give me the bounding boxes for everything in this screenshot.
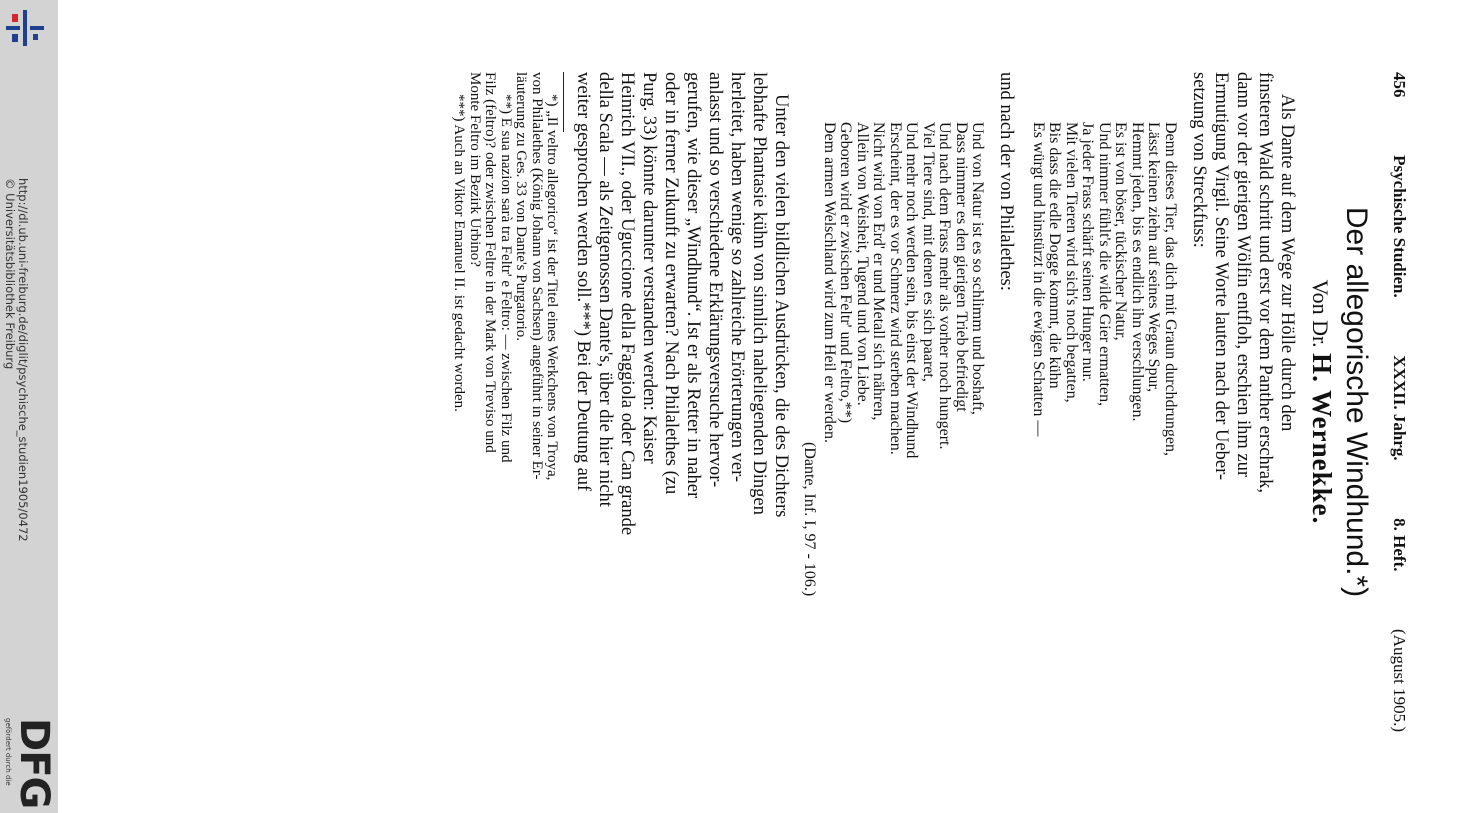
verse-line: Und von Natur ist es so schlimm und boshaft, <box>969 122 987 415</box>
verse-line: Allein von Weisheit, Tugend und von Liebe. <box>854 122 871 406</box>
viewer-sidebar <box>0 0 58 813</box>
dfg-small-label: gefördert durch die <box>4 718 12 786</box>
body-paragraph <box>573 72 793 732</box>
footnote-line: **) E sua nazion sarà tra Feltr' e Feltro: — zwischen Filz und <box>498 94 514 463</box>
author-prefix: Von Dr. <box>1308 279 1333 348</box>
source-url[interactable]: http://dl.ub.uni-freiburg.de/diglit/psychische_studien1905/0472 <box>16 178 30 542</box>
footnote-divider <box>564 72 565 132</box>
verse-line: Dass nimmer es den gierigen Trieb befriedigt <box>953 122 970 412</box>
intro-paragraph <box>1188 72 1298 732</box>
author-name: H. Wernekke. <box>1307 353 1337 525</box>
journal-name: Psychische Studien. <box>1390 155 1409 298</box>
footnotes <box>451 72 560 732</box>
verse-line: Und nimmer fühlt's die wilde Gier ermatten, <box>1096 122 1113 407</box>
text-line: Unter den vielen bildlichen Ausdrücken, die des Dichters <box>771 94 792 518</box>
scanned-page <box>200 72 1410 772</box>
verse-line: Hemmt jeden, bis es endlich ihn verschlungen. <box>1129 122 1146 422</box>
issue-date: (August 1905.) <box>1390 629 1409 732</box>
verse-line: Denn dieses Tier, das dich mit Graun durchdrungen, <box>1162 122 1179 456</box>
verse-streckfuss <box>1030 122 1179 772</box>
text-line: Als Dante auf dem Wege zur Hölle durch den <box>1277 94 1297 432</box>
verse-line: Viel Tiere sind, mit denen es sich paaret, <box>920 122 937 382</box>
issue: 8. Heft. <box>1390 518 1409 572</box>
verse-line: Geboren wird er zwischen Feltr' und Feltro,**) <box>837 122 855 424</box>
verse-line: Ja jeder Frass schärft seinen Hunger nur. <box>1079 122 1097 382</box>
verse-line: Mit vielen Tieren wird sich's noch begatten, <box>1063 122 1080 403</box>
ub-freiburg-logo-icon <box>4 8 48 48</box>
transition-line: und nach der von Philalethes: <box>996 72 1017 291</box>
page-number: 456 <box>1390 72 1409 98</box>
text-line: lebhafte Phantasie kühn von sinnlich naheliegenden Dingen <box>749 72 770 515</box>
verse-line: Nicht wird von Erd' er und Metall sich nähren, <box>870 122 888 421</box>
footnote-line: Filz (feltro)? oder zwischen Feltre in der Mark von Treviso und <box>482 72 499 453</box>
footnote-line: ***) Auch an Viktor Emanuel II. ist gedacht worden. <box>451 94 468 412</box>
footnote-line: von Philalethes (König Johann von Sachsen) angeführt in seiner Er- <box>529 72 545 480</box>
verse-line: Dem armen Welschland wird zum Heil er werden. <box>821 122 838 443</box>
text-line: anlasst und so verschiedene Erklärungsversuche hervor- <box>705 72 726 488</box>
text-line: dann vor der gierigen Wölfin entfloh, erschien ihm zur <box>1233 72 1253 477</box>
running-header <box>1388 72 1410 732</box>
text-line: oder in ferner Zukunft zu erwarten? Nach Philalethes (zu <box>661 72 682 495</box>
text-line: herleitet, haben wenige so zahlreiche Erörterungen ver- <box>727 72 748 483</box>
author-line <box>1306 72 1336 732</box>
footnote-line: Monte Feltro im Bezirk Urbino? <box>467 72 483 267</box>
verse-line: Und nach dem Frass mehr als vorher noch hungert. <box>936 122 954 450</box>
volume: XXXII. Jahrg. <box>1390 355 1409 461</box>
article-title: Der allegorische Windhund.*) <box>1340 206 1373 598</box>
text-line: Ermutigung Virgil. Seine Worte lauten nach der Ueber- <box>1211 72 1231 481</box>
text-line: della Scala — als Zeitgenossen Dante's, über die hier nicht <box>595 72 616 507</box>
verse-line: Und mehr noch werden sein, bis einst der Windhund <box>903 122 921 459</box>
text-line: gerufen, wie dieser „Windhund“. Ist er als Retter in naher <box>683 72 704 499</box>
text-line: Purg. 33) könnte darunter verstanden werden: Kaiser <box>639 72 660 464</box>
text-line: Heinrich VII., oder Uguccione della Faggiola oder Can grande <box>617 72 638 536</box>
footnote-line: läuterung zu Ges. 33 von Dante's Purgatorio. <box>513 72 530 342</box>
verse-line: Erscheint, der es vor Schmerz wird sterben machen. <box>887 122 904 455</box>
verse-line: Es würgt und hinstürzt in die ewigen Schatten — <box>1030 122 1047 437</box>
text-line: weiter gesprochen werden soll.***) Bei der Deutung auf <box>573 72 594 492</box>
verse-line: Es ist von böser, tückischer Natur, <box>1112 122 1130 341</box>
footnote-line: *) „Il veltro allegorico“ ist der Titel eines Werkchens von Troya, <box>544 94 561 481</box>
text-line: finsteren Wald schritt und erst vor dem Panther erschrak, <box>1255 72 1275 493</box>
verse-line: Bis dass die edle Dogge kommt, die kühn <box>1046 122 1064 389</box>
source-info <box>2 178 56 542</box>
verse-philalethes <box>821 122 986 772</box>
verse-line: Lässt keinen ziehn auf seines Weges Spur, <box>1145 122 1163 393</box>
copyright-notice: © Universitätsbibliothek Freiburg <box>3 178 17 370</box>
verse-citation: (Dante, Inf. I, 97 - 106.) <box>801 442 819 597</box>
dfg-label: DFG <box>11 718 57 809</box>
text-line: setzung von Streckfuss: <box>1189 72 1209 248</box>
dfg-logo <box>4 716 57 809</box>
